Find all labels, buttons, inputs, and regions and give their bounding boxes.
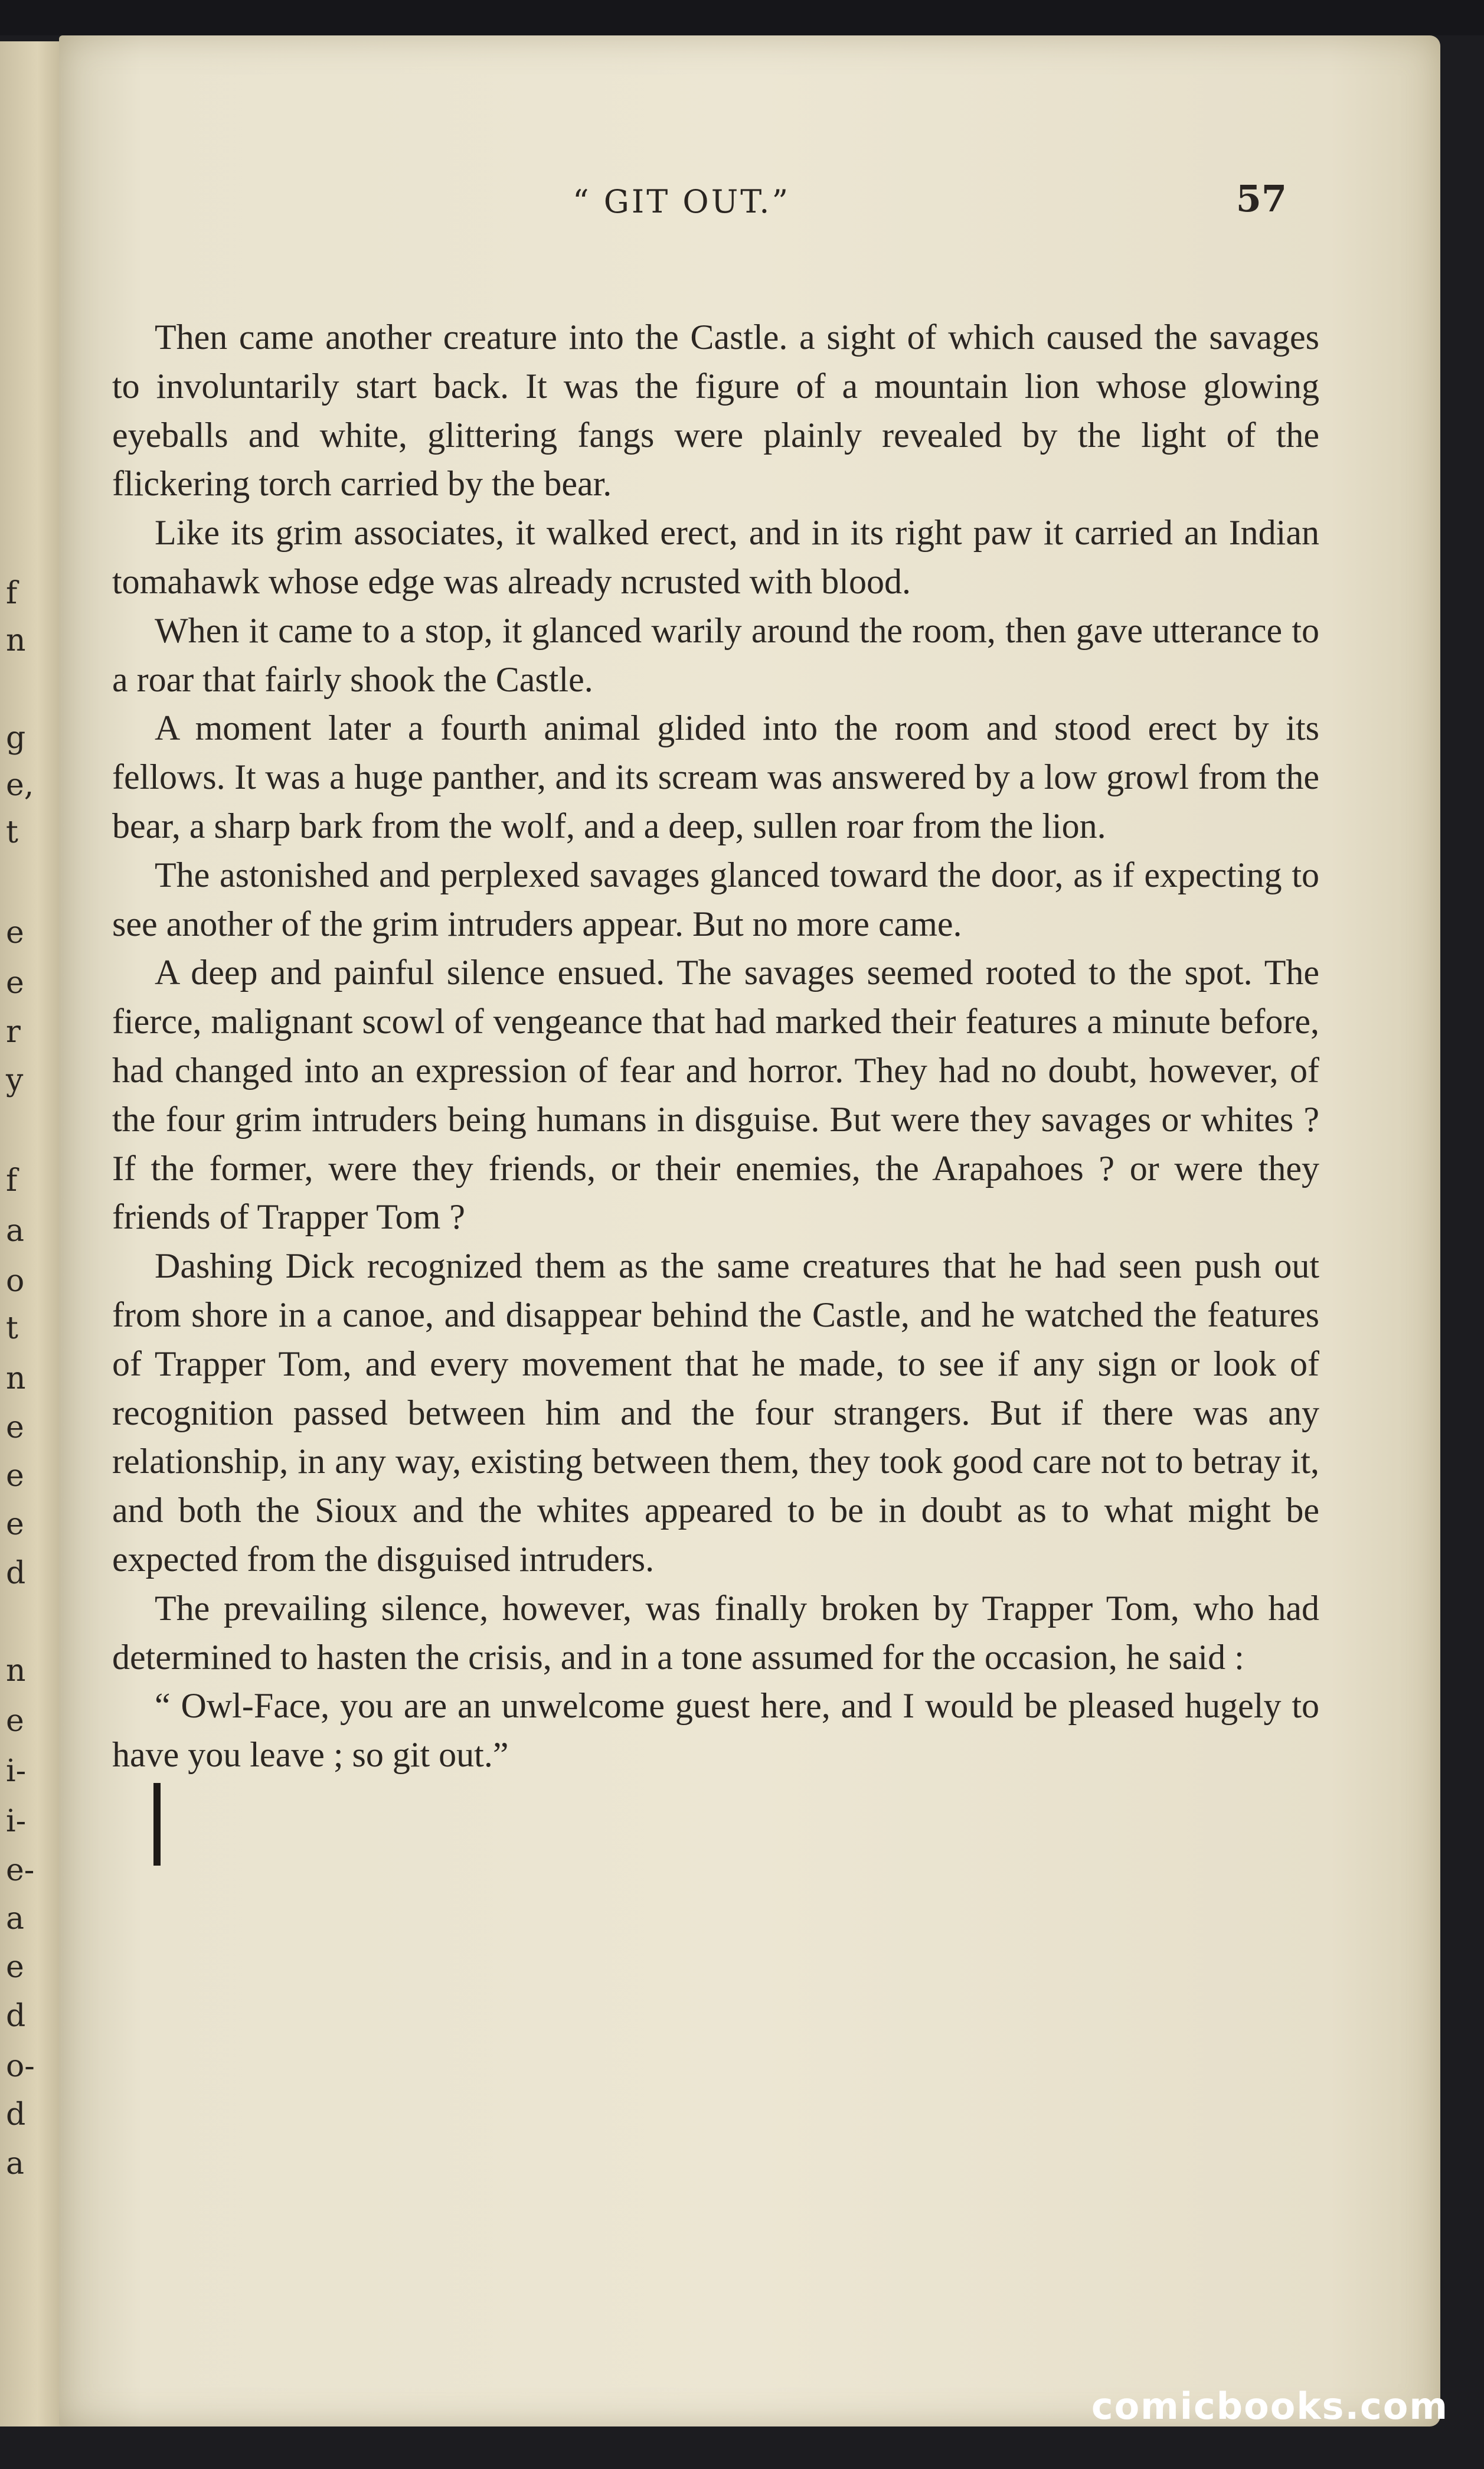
paragraph: The astonished and perplexed savages glanced toward the door, as if expecting to see another of the grim intruders appear. But no more came. [112, 855, 1319, 943]
page-number: 57 [1235, 177, 1287, 220]
facing-page-fragment: e [6, 1507, 24, 1542]
facing-page-fragment: e, [6, 768, 34, 803]
facing-page-fragment: a [6, 2146, 25, 2181]
body-text [112, 313, 1319, 1779]
facing-page-fragment: e [6, 965, 24, 1001]
facing-page-fragment: a [6, 1901, 25, 1936]
facing-page-fragment: d [6, 1556, 26, 1591]
facing-page-fragment: f [6, 1163, 18, 1198]
facing-page-fragment: n [6, 1653, 26, 1689]
facing-page-fragment: e [6, 915, 24, 951]
scan-top-edge [0, 0, 1484, 35]
facing-page-fragment: e [6, 1410, 24, 1445]
facing-page-fragment: t [6, 1311, 18, 1346]
facing-page-fragment: i- [6, 1753, 27, 1789]
facing-page-fragment: e- [6, 1853, 35, 1888]
facing-page-fragment: t [6, 815, 18, 850]
facing-page-fragment: e [6, 1703, 24, 1739]
paragraph: Like its grim associates, it walked erect, and in its right paw it carried an Indian tomahawk whose edge was already ncrusted with blood. [112, 513, 1319, 601]
facing-page-fragment: r [6, 1014, 21, 1050]
facing-page-fragment: a [6, 1213, 25, 1249]
facing-page-fragment: n [6, 623, 26, 658]
paragraph: The prevailing silence, however, was finally broken by Trapper Tom, who had determined to hasten the crisis, and in a tone assumed for the occasion, he said : [112, 1588, 1319, 1677]
paragraph: “ Owl-Face, you are an unwelcome guest here, and I would be pleased hugely to have you leave ; so git out.” [112, 1686, 1319, 1775]
paragraph: A moment later a fourth animal glided into the room and stood erect by its fellows. It was a huge panther, and its scream was answered by a low growl from the bear, a sharp bark from the wolf, and a deep, sullen roar from the lion. [112, 708, 1319, 845]
facing-page-fragment: e [6, 1458, 24, 1494]
facing-page-fragment: o [6, 1263, 25, 1299]
paragraph: Dashing Dick recognized them as the same creatures that he had seen push out from shore in a canoe, and disappear behind the Castle, and he watched the features of Trapper Tom, and every movement that he made, to see if any sign or look of recognition passed between him and the four strangers. But if there was any relationship, in any way, existing between them, they took good care not to betray it, and both the Sioux and the whites appeared to be in doubt as to what might be expected from the disguised intruders. [112, 1246, 1319, 1579]
page-header [59, 177, 1440, 236]
facing-page-fragment: n [6, 1361, 26, 1396]
facing-page-fragment: i- [6, 1804, 27, 1839]
watermark: comicbooks.com [1091, 2385, 1449, 2428]
facing-page-fragment: d [6, 2097, 26, 2132]
book-page [59, 35, 1440, 2426]
facing-page-fragment: y [6, 1063, 24, 1098]
facing-page-fragment: d [6, 1998, 26, 2034]
paragraph: Then came another creature into the Castle. a sight of which caused the savages to involuntarily start back. It was the figure of a mountain lion whose glowing eyeballs and white, glittering fangs were plainly revealed by the light of the flickering torch carried by the bear. [112, 318, 1319, 504]
facing-page-fragment: g [6, 720, 26, 756]
margin-mark [153, 1783, 161, 1866]
facing-page-fragment: e [6, 1949, 24, 1985]
running-head: “ GIT OUT.” [573, 183, 791, 220]
paragraph: When it came to a stop, it glanced warily around the room, then gave utterance to a roar that fairly shook the Castle. [112, 610, 1319, 699]
facing-page-fragment: f [6, 576, 18, 611]
facing-page-fragment: o- [6, 2049, 35, 2084]
paragraph: A deep and painful silence ensued. The savages seemed rooted to the spot. The fierce, malignant scowl of vengeance that had marked their features a minute before, had changed into an expression of fear and horror. They had no doubt, however, of the four grim intruders being humans in disguise. But were they savages or whites ? If the former, were they friends, or their enemies, the Arapahoes ? or were they friends of Trapper Tom ? [112, 953, 1319, 1237]
